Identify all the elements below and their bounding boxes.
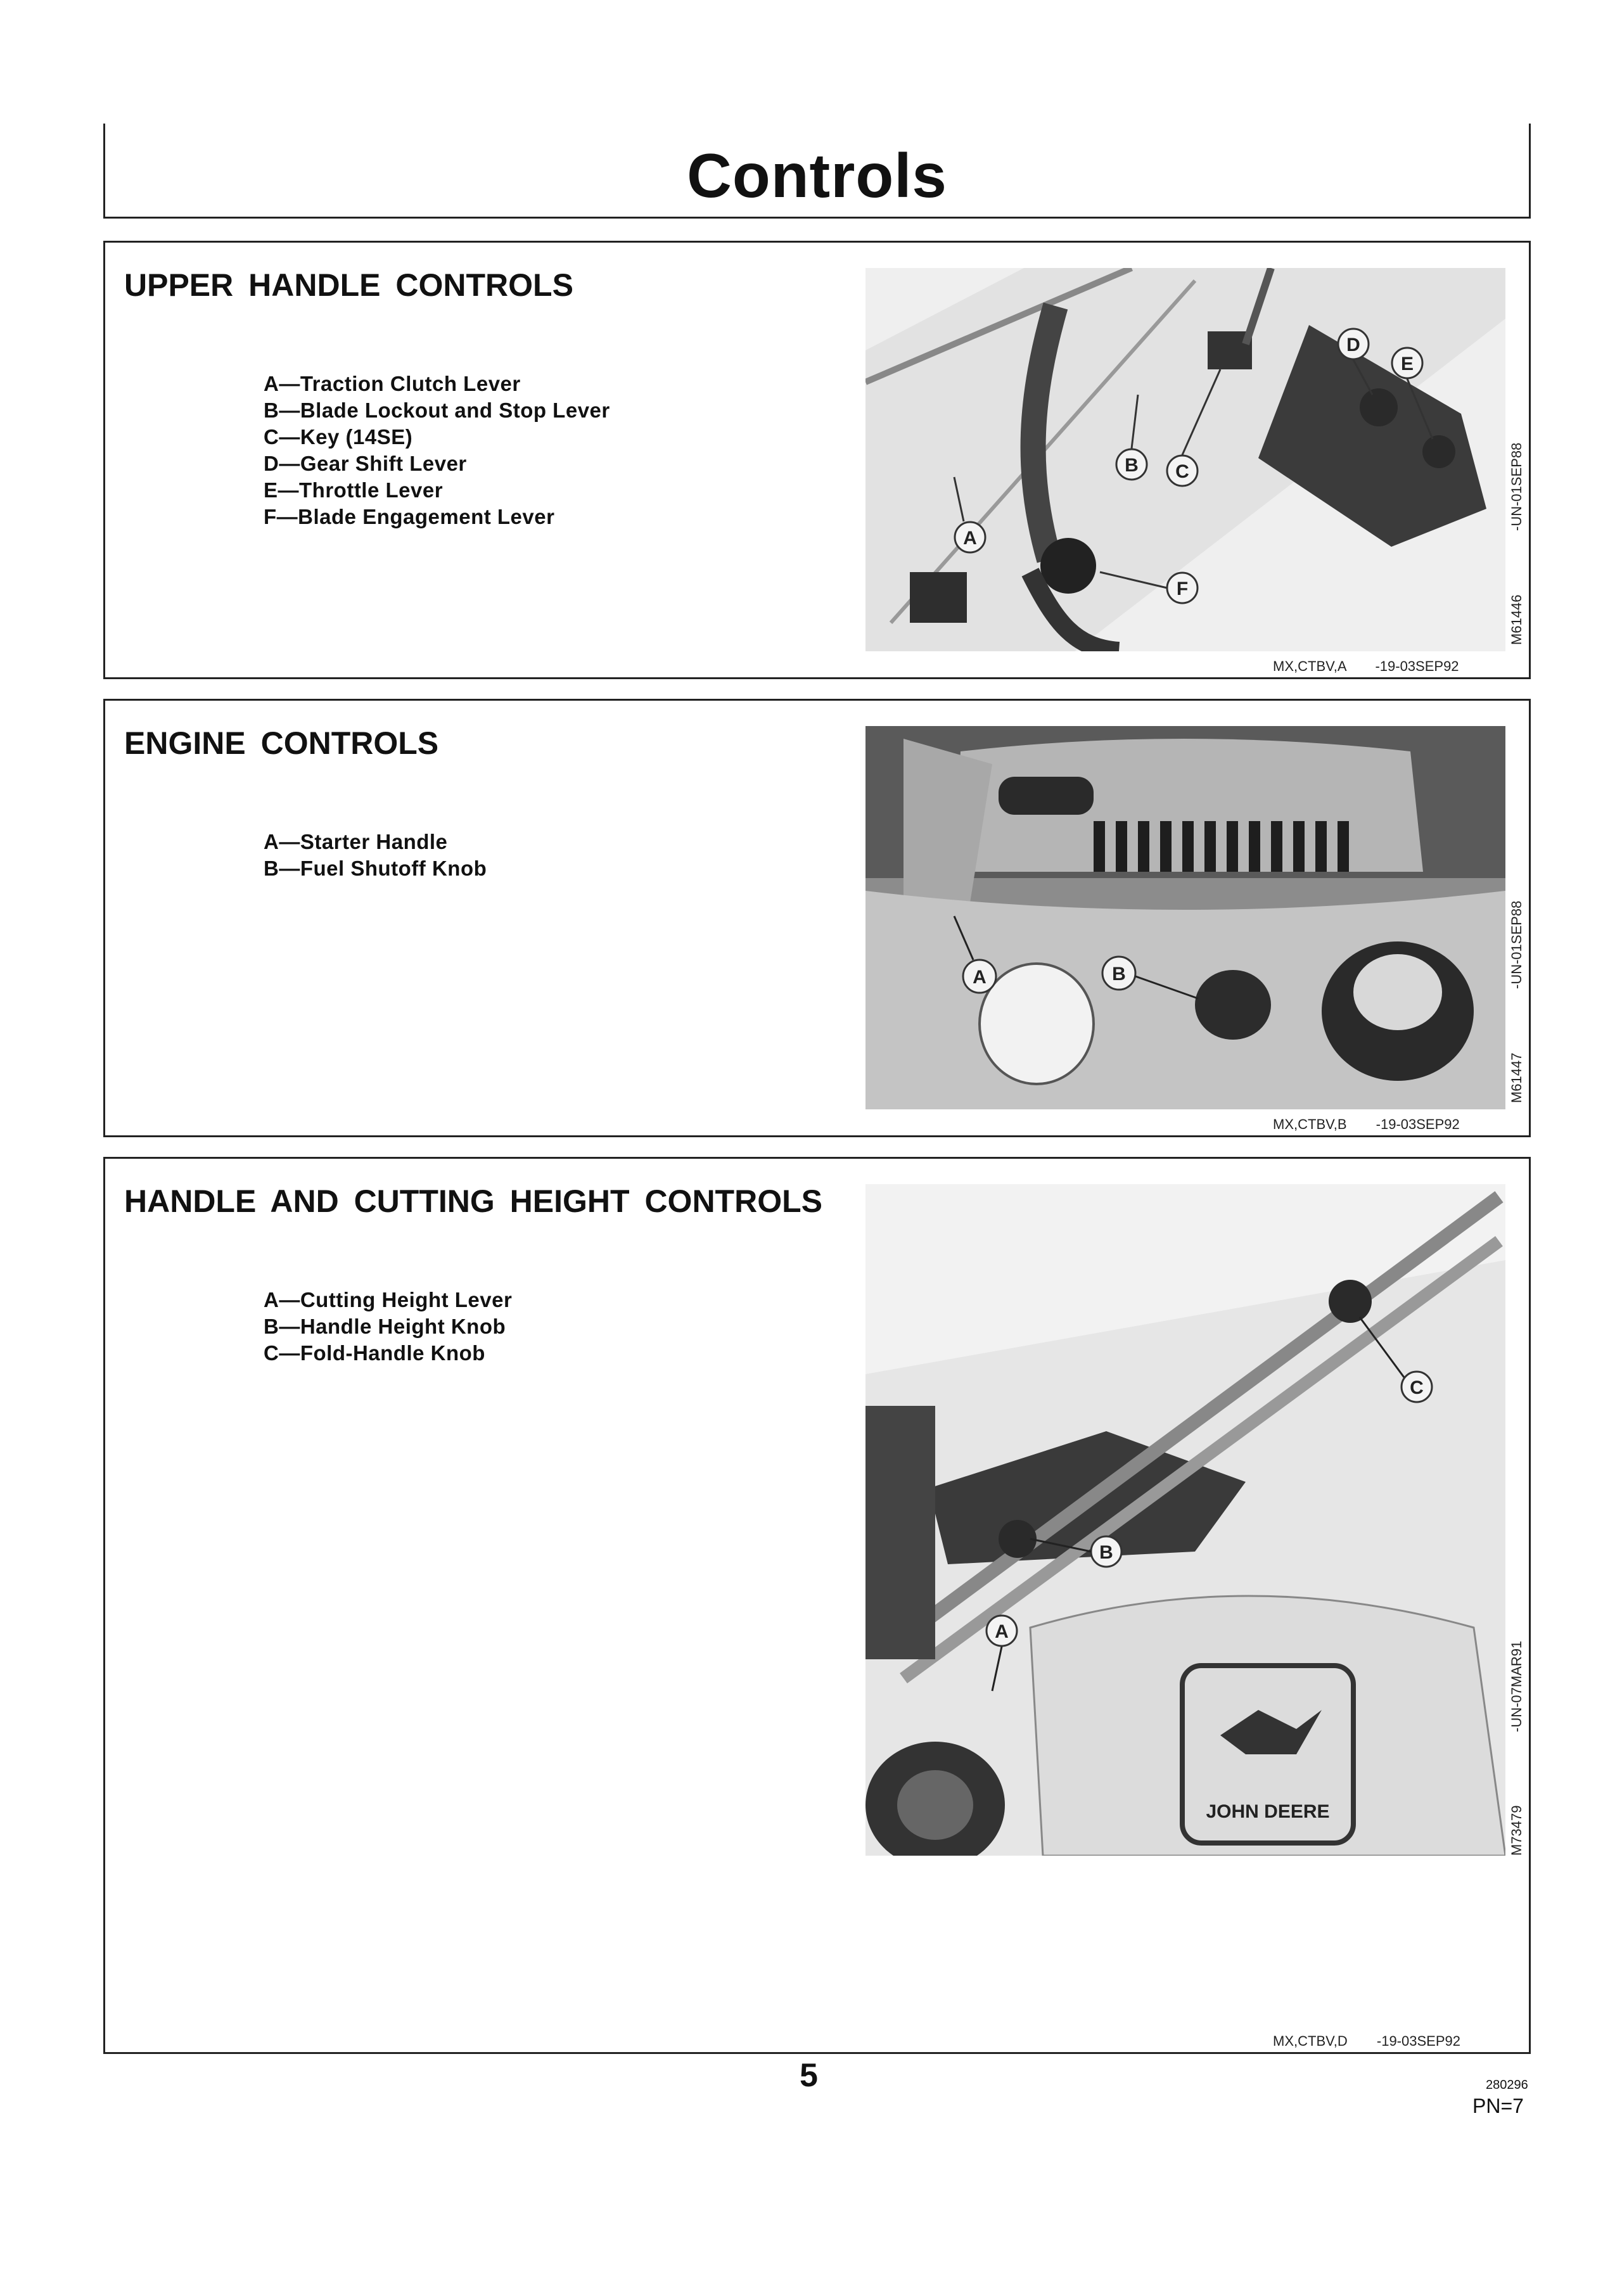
section-upper-handle-controls [103,241,1531,679]
legend-list [264,829,487,882]
image-code: M61446 [1509,594,1524,645]
handle-height-photo [865,1184,1505,1856]
legend-item: C—Fold-Handle Knob [264,1341,485,1365]
legend-list [264,1287,512,1367]
document-number: 280296 [1486,2078,1528,2092]
page-title: Controls [687,141,947,210]
upper-handle-photo [865,268,1505,651]
image-suffix: -UN-01SEP88 [1509,900,1524,989]
section-heading: UPPER HANDLE CONTROLS [124,267,573,303]
image-code: M61447 [1509,1052,1524,1103]
title-box [103,124,1531,219]
section-heading: ENGINE CONTROLS [124,725,439,761]
callout-f: F [1176,578,1189,599]
callout-a: A [963,528,977,549]
legend-item: B—Blade Lockout and Stop Lever [264,399,610,422]
legend-item: A—Cutting Height Lever [264,1288,513,1311]
image-suffix: -UN-01SEP88 [1509,442,1524,531]
page-number: 5 [800,2057,818,2094]
image-code: M73479 [1509,1805,1524,1856]
image-suffix: -UN-07MAR91 [1509,1640,1524,1732]
callout-b: B [1112,964,1126,985]
callout-b: B [1125,455,1139,476]
section-handle-and-cutting-height-controls [103,1157,1531,2054]
callout-c: C [1175,461,1189,482]
engine-photo [865,726,1505,1109]
callout-d: D [1346,335,1360,355]
reference-code: MX,CTBV,B -19-03SEP92 [1273,1116,1460,1132]
john-deere-logo-text: JOHN DEERE [1206,1801,1330,1822]
legend-list [264,371,610,530]
reference-code: MX,CTBV,D -19-03SEP92 [1273,2033,1460,2049]
section-heading: HANDLE AND CUTTING HEIGHT CONTROLS [124,1183,822,1219]
callout-b: B [1099,1542,1113,1563]
section-engine-controls [103,699,1531,1137]
legend-item: D—Gear Shift Lever [264,452,467,475]
callout-c: C [1410,1377,1424,1398]
legend-item: B—Fuel Shutoff Knob [264,857,487,880]
legend-item: F—Blade Engagement Lever [264,505,555,528]
callout-a: A [973,967,987,988]
reference-code: MX,CTBV,A -19-03SEP92 [1273,658,1459,674]
legend-item: A—Starter Handle [264,830,448,853]
pn-label: PN=7 [1472,2095,1524,2117]
legend-item: E—Throttle Lever [264,478,444,502]
legend-item: C—Key (14SE) [264,425,413,449]
callout-e: E [1400,354,1414,374]
callout-a: A [995,1621,1009,1642]
legend-item: B—Handle Height Knob [264,1315,506,1338]
legend-item: A—Traction Clutch Lever [264,372,521,395]
